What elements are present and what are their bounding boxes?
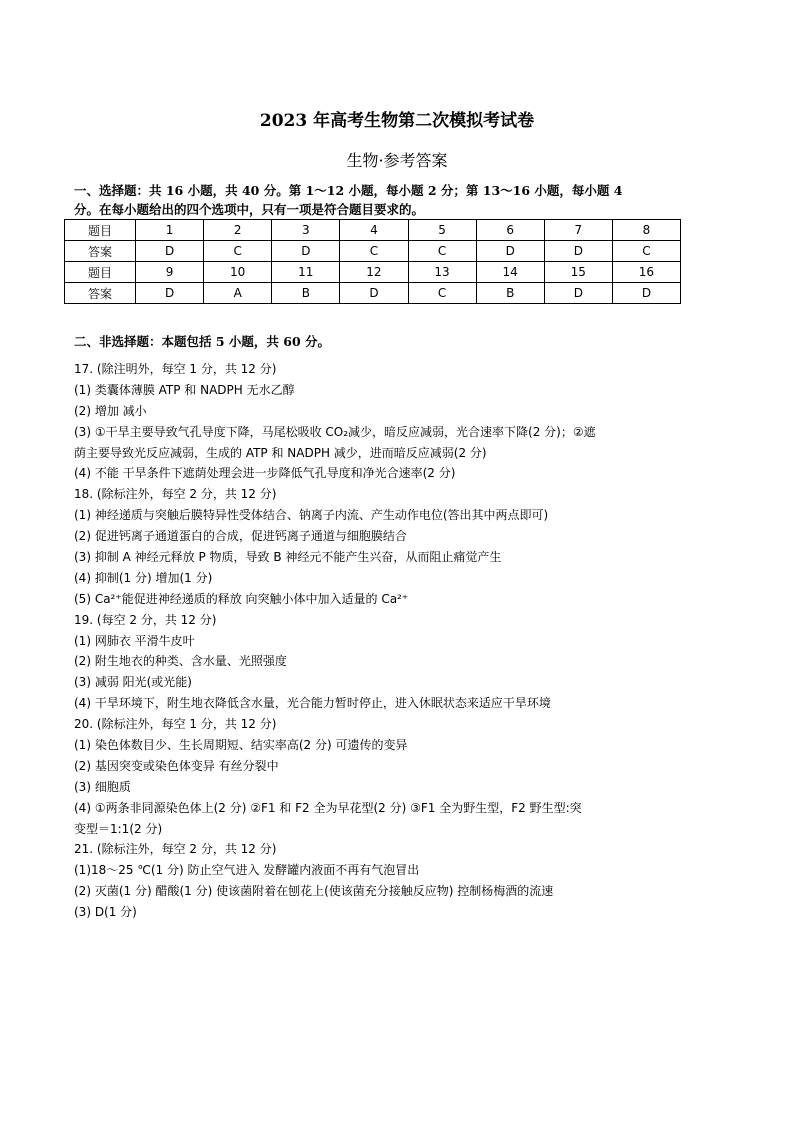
table-cell: D: [544, 241, 612, 262]
answer-line: 20. (除标注外，每空 1 分，共 12 分): [74, 717, 277, 732]
answer-line: (3) D(1 分): [74, 905, 137, 920]
answer-line: 21. (除标注外，每空 2 分，共 12 分): [74, 842, 277, 857]
table-row: [65, 241, 681, 262]
answer-line: (1) 神经递质与突触后膜特异性受体结合、钠离子内流、产生动作电位(答出其中两点即可): [74, 508, 549, 523]
answer-line: (4) 干旱环境下，附生地衣降低含水量，光合能力暂时停止，进入休眠状态来适应干旱环境: [74, 696, 551, 711]
table-cell: C: [612, 241, 680, 262]
table-cell: 5: [408, 220, 476, 241]
table-cell: 3: [272, 220, 340, 241]
row-header: 题目: [65, 262, 136, 283]
row-header: 题目: [65, 220, 136, 241]
table-cell: D: [612, 283, 680, 304]
table-cell: 6: [476, 220, 544, 241]
answer-line: (3) 减弱 阳光(或光能): [74, 675, 192, 690]
table-cell: 13: [408, 262, 476, 283]
answer-line: (2) 附生地衣的种类、含水量、光照强度: [74, 654, 287, 669]
answer-line: (1) 网肺衣 平滑牛皮叶: [74, 633, 195, 648]
section-heading-line: 一、选择题：共 16 小题，共 40 分。第 1～12 小题，每小题 2 分；第 13～16 小题，每小题 4: [74, 183, 623, 198]
answer-line: (1) 类囊体薄膜 ATP 和 NADPH 无水乙醇: [74, 382, 295, 397]
table-cell: C: [340, 241, 408, 262]
table-cell: C: [408, 283, 476, 304]
page-title: 2023 年高考生物第二次模拟考试卷: [259, 111, 535, 131]
table-row: [65, 283, 681, 304]
answer-line: 变型＝1:1(2 分): [74, 821, 163, 836]
section-heading-line: 分。在每小题给出的四个选项中，只有一项是符合题目要求的。: [74, 202, 425, 217]
answer-line: (4) 不能 干旱条件下遮荫处理会进一步降低气孔导度和净光合速率(2 分): [74, 466, 456, 481]
answer-line: 17. (除注明外，每空 1 分，共 12 分): [74, 362, 277, 376]
row-header: 答案: [65, 283, 136, 304]
table-cell: 9: [136, 262, 204, 283]
answer-line: (2) 增加 减小: [74, 403, 147, 418]
answer-line: (5) Ca²⁺能促进神经递质的释放 向突触小体中加入适量的 Ca²⁺: [74, 591, 409, 606]
section-heading-nonchoice: 二、非选择题：本题包括 5 小题，共 60 分。: [74, 334, 331, 349]
answer-line: (4) 抑制(1 分) 增加(1 分): [74, 570, 213, 585]
table-cell: 7: [544, 220, 612, 241]
answer-table: [64, 219, 681, 304]
answer-line: 荫主要导致光反应减弱，生成的 ATP 和 NADPH 减少，进而暗反应减弱(2 分): [74, 445, 487, 460]
table-cell: D: [136, 283, 204, 304]
answer-line: (1) 染色体数目少、生长周期短、结实率高(2 分) 可遗传的变异: [74, 738, 408, 753]
answer-line: (3) 细胞质: [74, 779, 131, 794]
answer-line: 19. (每空 2 分，共 12 分): [74, 612, 217, 627]
answer-line: (4) ①两条非同源染色体上(2 分) ②F1 和 F2 全为早花型(2 分) ③F1 全为野生型，F2 野生型:突: [74, 800, 582, 815]
table-row: [65, 262, 681, 283]
table-cell: D: [136, 241, 204, 262]
table-cell: 10: [204, 262, 272, 283]
table-cell: D: [340, 283, 408, 304]
table-cell: D: [272, 241, 340, 262]
table-cell: B: [476, 283, 544, 304]
table-cell: 11: [272, 262, 340, 283]
answer-line: (3) 抑制 A 神经元释放 P 物质，导致 B 神经元不能产生兴奋，从而阻止痛觉产生: [74, 550, 502, 565]
table-row: [65, 220, 681, 241]
table-cell: 4: [340, 220, 408, 241]
table-cell: 14: [476, 262, 544, 283]
page-subtitle: 生物·参考答案: [346, 151, 448, 170]
table-cell: D: [476, 241, 544, 262]
table-cell: C: [408, 241, 476, 262]
answer-lines: [74, 359, 684, 923]
answer-line: (2) 基因突变或染色体变异 有丝分裂中: [74, 758, 279, 773]
row-header: 答案: [65, 241, 136, 262]
answer-line: (2) 灭菌(1 分) 醋酸(1 分) 使该菌附着在刨花上(使该菌充分接触反应物) 控制杨梅酒的流速: [74, 884, 554, 899]
table-cell: 16: [612, 262, 680, 283]
answer-line: 18. (除标注外，每空 2 分，共 12 分): [74, 487, 277, 502]
table-cell: 12: [340, 262, 408, 283]
answer-line: (1)18～25 ℃(1 分) 防止空气进入 发酵罐内液面不再有气泡冒出: [74, 863, 420, 878]
table-cell: D: [544, 283, 612, 304]
table-cell: 2: [204, 220, 272, 241]
section-heading-choice: [74, 181, 694, 219]
table-cell: 8: [612, 220, 680, 241]
table-cell: 1: [136, 220, 204, 241]
table-cell: 15: [544, 262, 612, 283]
answer-line: (3) ①干旱主要导致气孔导度下降，马尾松吸收 CO₂减少，暗反应减弱，光合速率下降(2 分)；②遮: [74, 424, 596, 439]
table-cell: B: [272, 283, 340, 304]
table-cell: C: [204, 241, 272, 262]
answer-line: (2) 促进钙离子通道蛋白的合成，促进钙离子通道与细胞膜结合: [74, 529, 407, 544]
table-cell: A: [204, 283, 272, 304]
